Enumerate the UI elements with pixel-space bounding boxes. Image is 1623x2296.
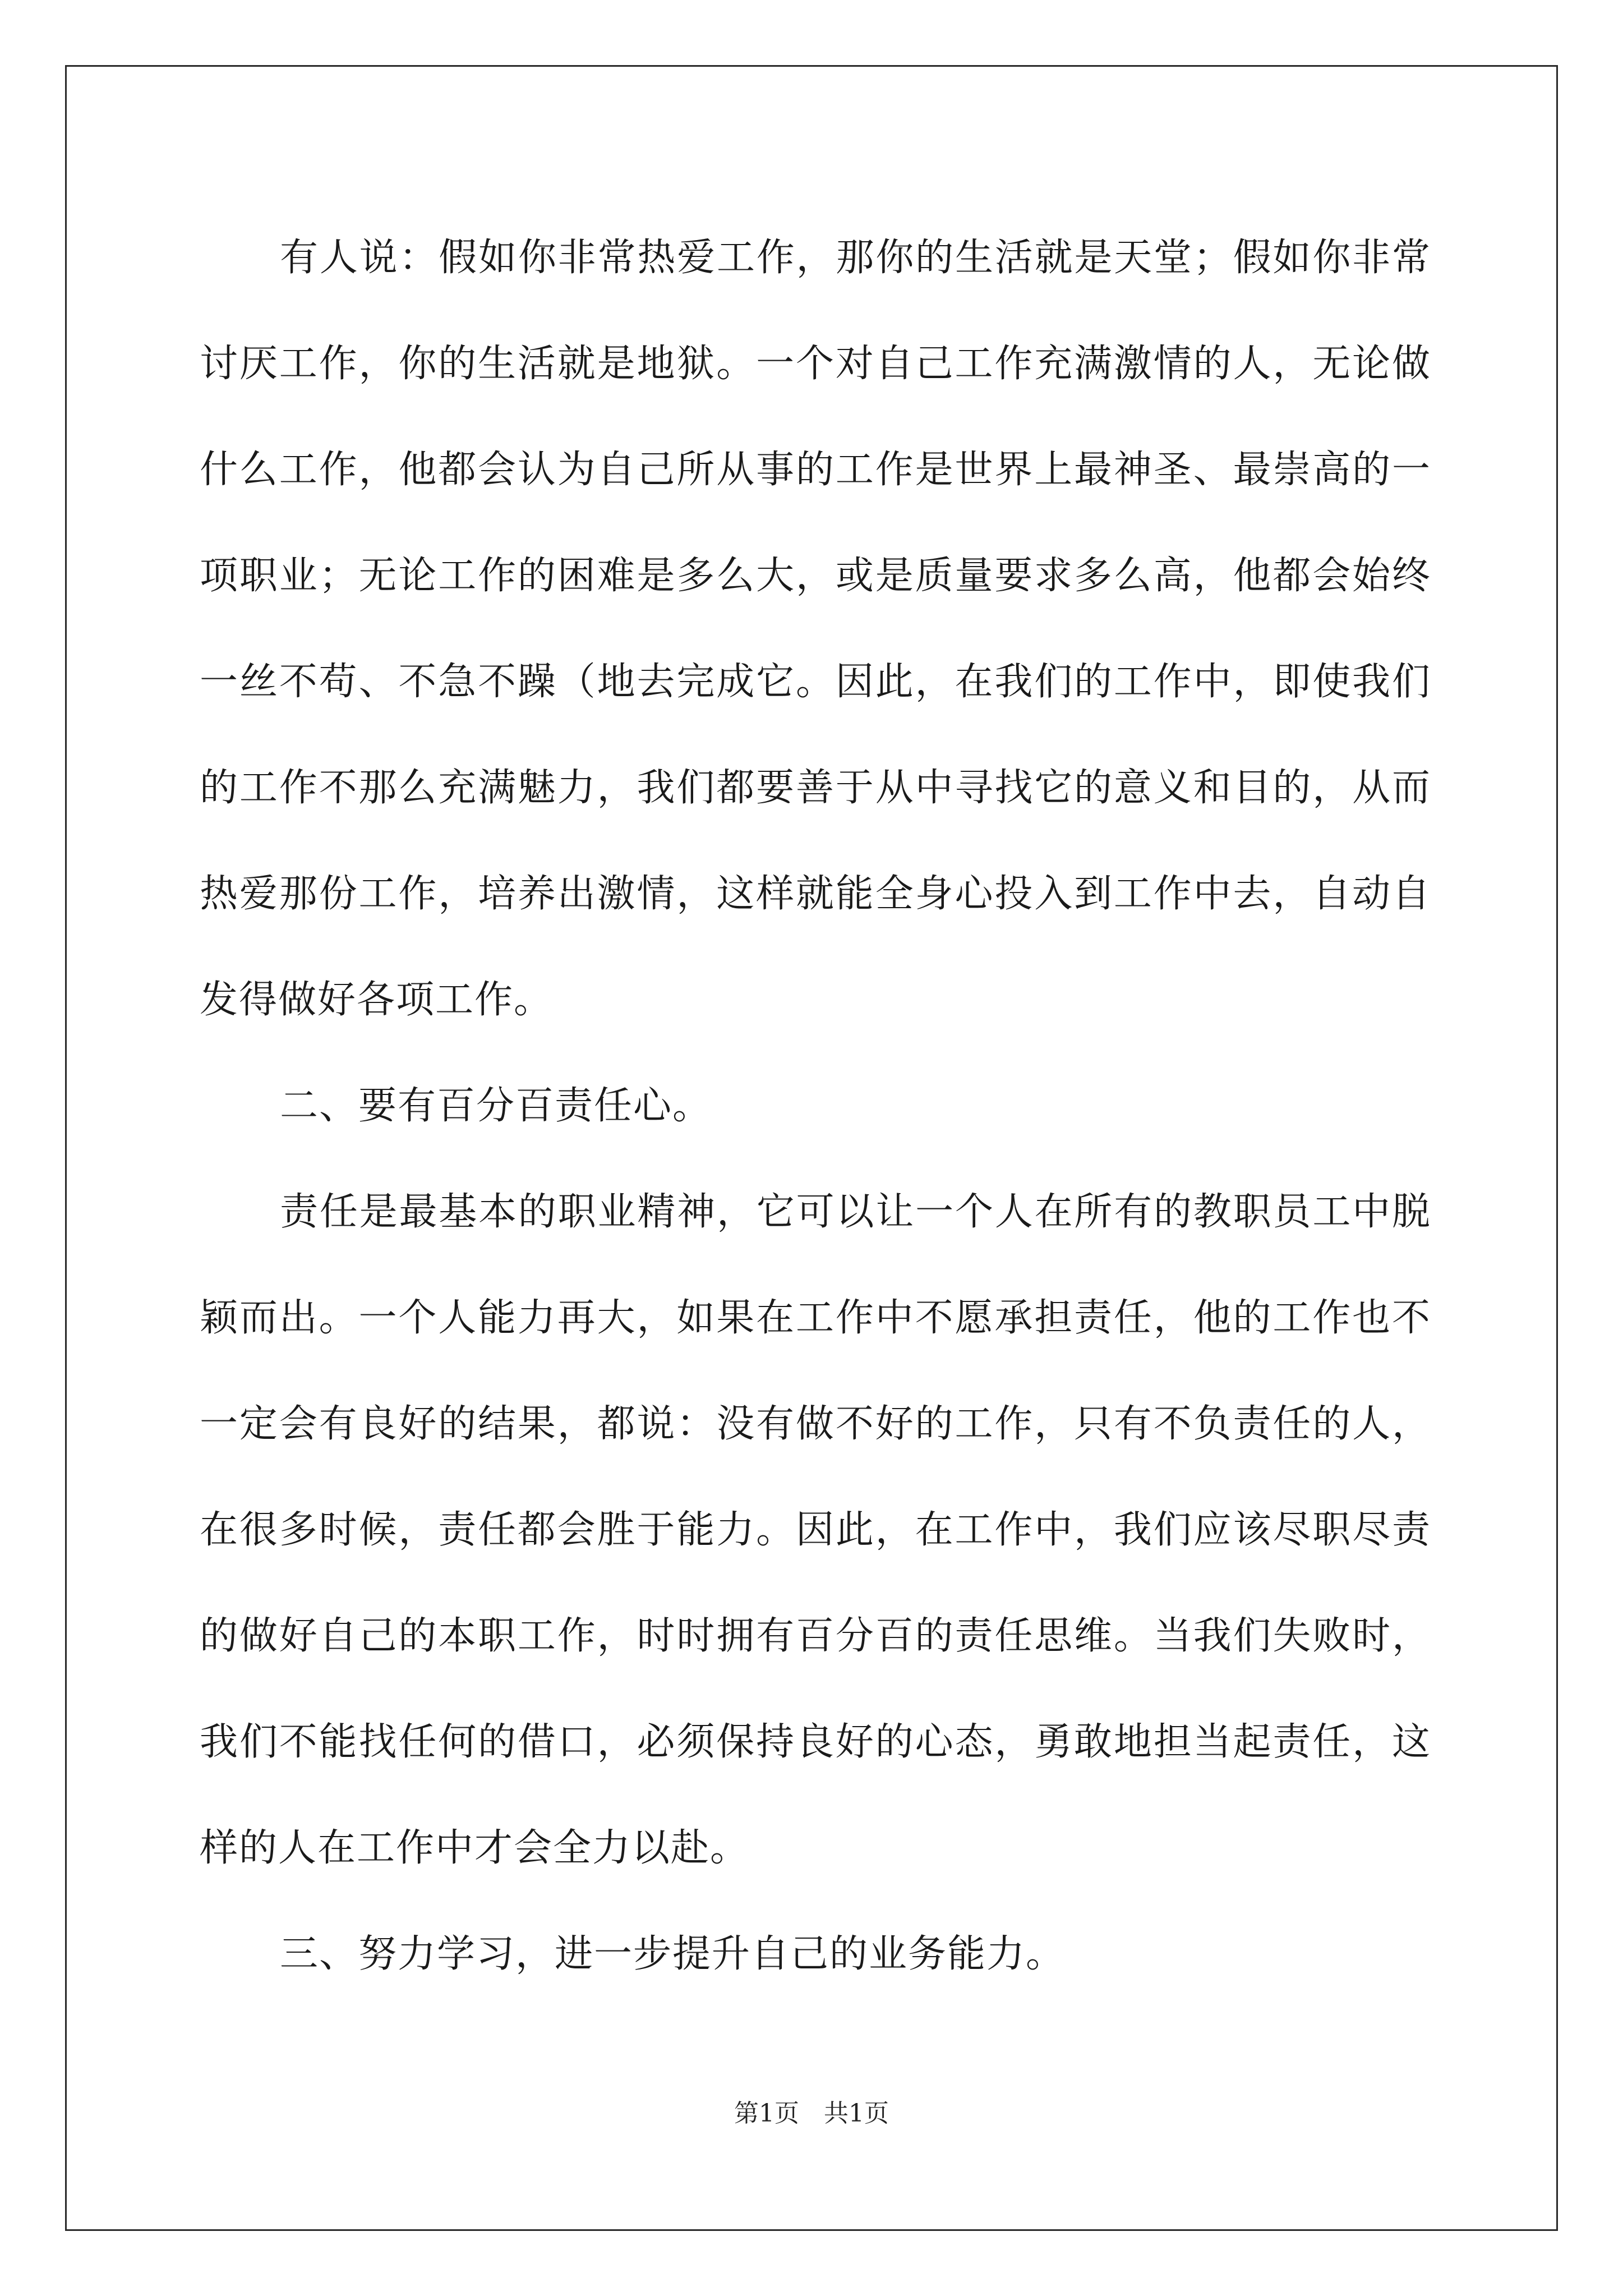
heading-study: 三、努力学习，进一步提升自己的业务能力。	[280, 1932, 1066, 1976]
page-total: 共1页	[824, 2099, 889, 2128]
paragraph-responsibility: 责任是最基本的职业精神，它可以让一个人在所有的教职员工中脱颖而出。一个人能力再大，如果在工作中不愿承担责任，他的工作也不一定会有良好的结果，都说：没有做不好的工作，只有不负责任的人，在很多时候，责任都会胜于能力。因此，在工作中，我们应该尽职尽责的做好自己的本职工作，时时拥有百分百的责任思维。当我们失败时，我们不能找任何的借口，必须保持良好的心态，勇敢地担当起责任，这样的人在工作中才会全力以赴。	[200, 1190, 1431, 1870]
heading-responsibility: 二、要有百分百责任心。	[280, 1084, 712, 1128]
document-body	[200, 205, 1431, 2007]
page-number: 第1页	[734, 2099, 799, 2128]
page-footer	[0, 2097, 1623, 2131]
paragraph-passion: 有人说：假如你非常热爱工作，那你的生活就是天堂；假如你非常讨厌工作，你的生活就是地狱。一个对自己工作充满激情的人，无论做什么工作，他都会认为自己所从事的工作是世界上最神圣、最崇高的一项职业；无论工作的困难是多么大，或是质量要求多么高，他都会始终一丝不苟、不急不躁（地去完成它。因此，在我们的工作中，即使我们的工作不那么充满魅力，我们都要善于从中寻找它的意义和目的，从而热爱那份工作，培养出激情，这样就能全身心投入到工作中去，自动自发得做好各项工作。	[200, 236, 1431, 1022]
